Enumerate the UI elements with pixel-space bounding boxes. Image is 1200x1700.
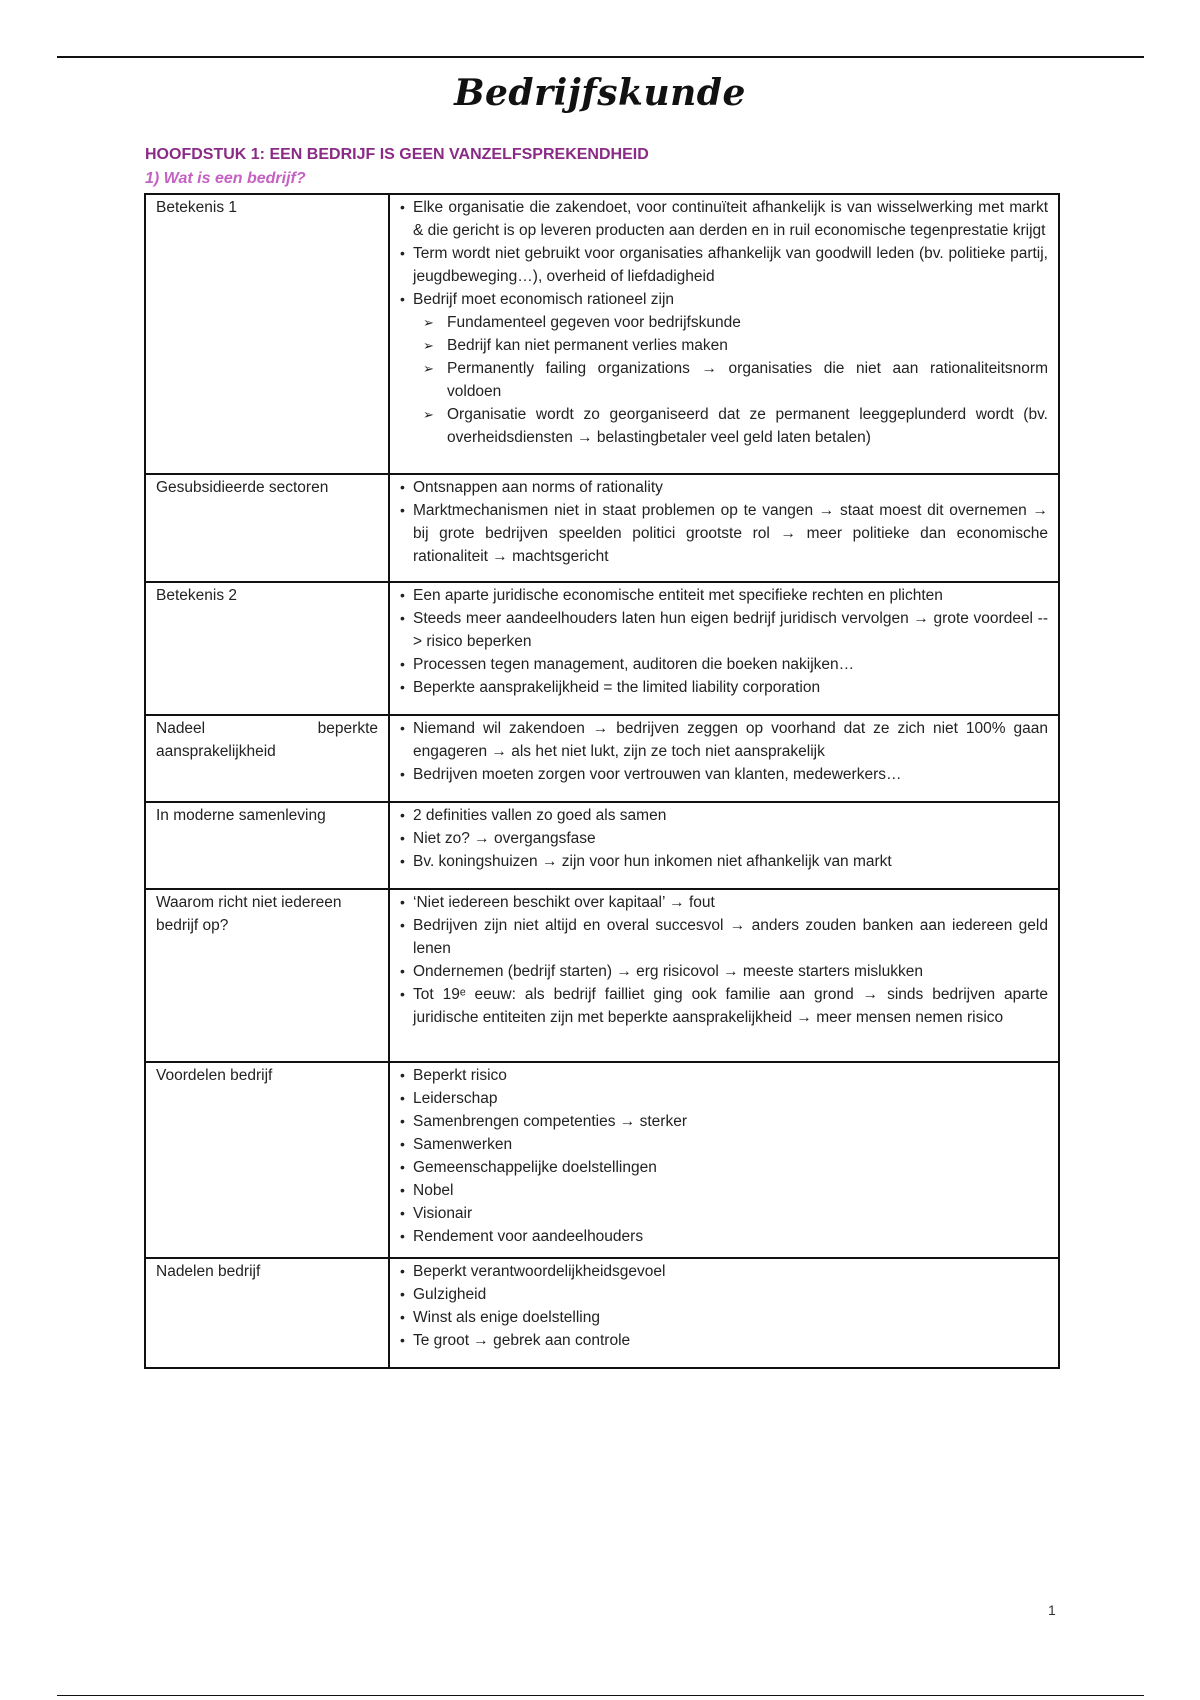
bullet-item [400, 1110, 1048, 1133]
bullet-item [400, 1064, 1048, 1087]
bullet-item [400, 850, 1048, 873]
bullet-text: Term wordt niet gebruikt voor organisaties afhankelijk van goodwill leden (bv. politieke partij, jeugdbeweging…), overheid of liefdadigheid [413, 245, 1048, 285]
bullet-text: Niemand wil zakendoen → bedrijven zeggen op voorhand dat ze zich niet 100% gaan engageren → als het niet lukt, zijn ze toch niet aansprakelijk [413, 720, 1048, 760]
row-term: Nadelen bedrijf [156, 1263, 261, 1280]
bullet-list [400, 804, 1048, 873]
bullet-text: 2 definities vallen zo goed als samen [413, 807, 667, 824]
bullet-text: Nobel [413, 1182, 454, 1199]
bullet-item [400, 960, 1048, 983]
bullet-text: Gemeenschappelijke doelstellingen [413, 1159, 657, 1176]
bullet-text: Marktmechanismen niet in staat problemen op te vangen → staat moest dit overnemen → bij grote bedrijven speelden politici grootste rol → meer politieke dan economische rationaliteit → machtsgericht [413, 502, 1048, 565]
bullet-item [400, 827, 1048, 850]
bullet-item [400, 717, 1048, 763]
bullet-text: Niet zo? → overgangsfase [413, 830, 596, 847]
row-term: Voordelen bedrijf [156, 1067, 273, 1084]
row-term: Waarom richt niet iedereen bedrijf op? [156, 894, 342, 934]
row-term-cell [145, 1258, 389, 1368]
document-title: Bedrijfskunde [454, 72, 746, 114]
bullet-item [400, 1225, 1048, 1248]
sub-bullet-item: ➢ Fundamenteel gegeven voor bedrijfskunde [435, 311, 1048, 334]
bullet-item [400, 1179, 1048, 1202]
bullet-text: Beperkt verantwoordelijkheidsgevoel [413, 1263, 666, 1280]
row-detail-cell [389, 582, 1059, 715]
bullet-item [400, 1156, 1048, 1179]
bullet-text: Beperkte aansprakelijkheid = the limited liability corporation [413, 679, 821, 696]
row-term: Betekenis 1 [156, 199, 237, 216]
bullet-list [400, 717, 1048, 786]
sub-bullet-item: ➢ Organisatie wordt zo georganiseerd dat ze permanent leeggeplunderd wordt (bv. overheidsdiensten → belastingbetaler veel geld laten betalen) [435, 403, 1048, 449]
row-term: In moderne samenleving [156, 807, 326, 824]
table-row [145, 1062, 1059, 1258]
row-term-cell [145, 802, 389, 889]
row-detail-cell [389, 802, 1059, 889]
bullet-text: Leiderschap [413, 1090, 498, 1107]
page-number: 1 [1048, 1602, 1056, 1618]
bullet-text: Te groot → gebrek aan controle [413, 1332, 631, 1349]
bullet-text: Rendement voor aandeelhouders [413, 1228, 644, 1245]
bullet-item [400, 1283, 1048, 1306]
bullet-item [400, 804, 1048, 827]
bullet-list [400, 584, 1048, 699]
bullet-item [400, 1202, 1048, 1225]
bullet-item [400, 499, 1048, 568]
bullet-text: Steeds meer aandeelhouders laten hun eigen bedrijf juridisch vervolgen → grote voordeel --> risico beperken [413, 610, 1048, 650]
bullet-text: Bedrijven moeten zorgen voor vertrouwen van klanten, medewerkers… [413, 766, 902, 783]
row-detail-cell [389, 715, 1059, 802]
notes-table [144, 193, 1060, 1369]
bullet-item [400, 584, 1048, 607]
row-term-cell [145, 474, 389, 582]
bullet-text: Winst als enige doelstelling [413, 1309, 600, 1326]
bullet-text: Processen tegen management, auditoren die boeken nakijken… [413, 656, 855, 673]
bullet-text: Beperkt risico [413, 1067, 507, 1084]
bullet-list [400, 891, 1048, 1029]
bullet-item [400, 1329, 1048, 1352]
bullet-text: Visionair [413, 1205, 473, 1222]
bullet-text: ‘Niet iedereen beschikt over kapitaal’ → fout [413, 894, 715, 911]
row-detail-cell [389, 1258, 1059, 1368]
bullet-text: Bedrijf moet economisch rationeel zijn [413, 291, 675, 308]
sub-bullet-item: ➢ Permanently failing organizations → organisaties die niet aan rationaliteitsnorm voldoen [435, 357, 1048, 403]
row-term-cell [145, 582, 389, 715]
top-rule [57, 56, 1144, 58]
sub-bullet-list [413, 311, 1048, 449]
bullet-item [400, 476, 1048, 499]
section-heading: 1) Wat is een bedrijf? [145, 170, 306, 187]
row-term: Nadeel beperkte aansprakelijkheid [156, 720, 378, 760]
bullet-text: Bedrijven zijn niet altijd en overal succesvol → anders zouden banken aan iedereen geld lenen [413, 917, 1048, 957]
bullet-list [400, 1064, 1048, 1248]
bullet-text: Elke organisatie die zakendoet, voor continuïteit afhankelijk is van wisselwerking met markt & die gericht is op leveren producten aan derden en in ruil economische tegenprestatie krijgt [413, 199, 1048, 239]
bullet-text: Tot 19ᵉ eeuw: als bedrijf failliet ging ook familie aan grond → sinds bedrijven aparte juridische entiteiten zijn met beperkte aansprakelijkheid → meer mensen nemen risico [413, 986, 1048, 1026]
bullet-text: Samenbrengen competenties → sterker [413, 1113, 687, 1130]
bullet-item [400, 914, 1048, 960]
bullet-text: Bv. koningshuizen → zijn voor hun inkomen niet afhankelijk van markt [413, 853, 892, 870]
bullet-item [400, 1260, 1048, 1283]
bullet-text: Samenwerken [413, 1136, 513, 1153]
table-row [145, 474, 1059, 582]
bullet-item [400, 1306, 1048, 1329]
row-term-cell [145, 1062, 389, 1258]
bullet-item [400, 983, 1048, 1029]
bullet-item [400, 676, 1048, 699]
table-row [145, 582, 1059, 715]
bullet-text: Ondernemen (bedrijf starten) → erg risicovol → meeste starters mislukken [413, 963, 923, 980]
table-row [145, 194, 1059, 474]
bullet-item [400, 196, 1048, 242]
sub-bullet-item: ➢ Bedrijf kan niet permanent verlies maken [435, 334, 1048, 357]
chapter-heading: HOOFDSTUK 1: EEN BEDRIJF IS GEEN VANZELFSPREKENDHEID [145, 146, 649, 163]
row-term-cell [145, 194, 389, 474]
table-row [145, 802, 1059, 889]
bullet-item [400, 1133, 1048, 1156]
bullet-item [400, 653, 1048, 676]
bullet-text: Gulzigheid [413, 1286, 487, 1303]
bullet-text: Een aparte juridische economische entiteit met specifieke rechten en plichten [413, 587, 943, 604]
bullet-list [400, 196, 1048, 449]
bullet-item [400, 763, 1048, 786]
bullet-item [400, 1087, 1048, 1110]
row-detail-cell [389, 1062, 1059, 1258]
row-detail-cell [389, 889, 1059, 1062]
table-row [145, 889, 1059, 1062]
row-term: Betekenis 2 [156, 587, 237, 604]
row-detail-cell [389, 474, 1059, 582]
bullet-item [400, 242, 1048, 288]
row-term-cell [145, 715, 389, 802]
bullet-list [400, 1260, 1048, 1352]
bullet-item [400, 891, 1048, 914]
row-term: Gesubsidieerde sectoren [156, 479, 329, 496]
row-detail-cell [389, 194, 1059, 474]
bullet-list [400, 476, 1048, 568]
bullet-item [400, 607, 1048, 653]
bullet-text: Ontsnappen aan norms of rationality [413, 479, 663, 496]
table-row [145, 1258, 1059, 1368]
bottom-rule [57, 1695, 1144, 1696]
table-row [145, 715, 1059, 802]
row-term-cell [145, 889, 389, 1062]
bullet-item [400, 288, 1048, 449]
